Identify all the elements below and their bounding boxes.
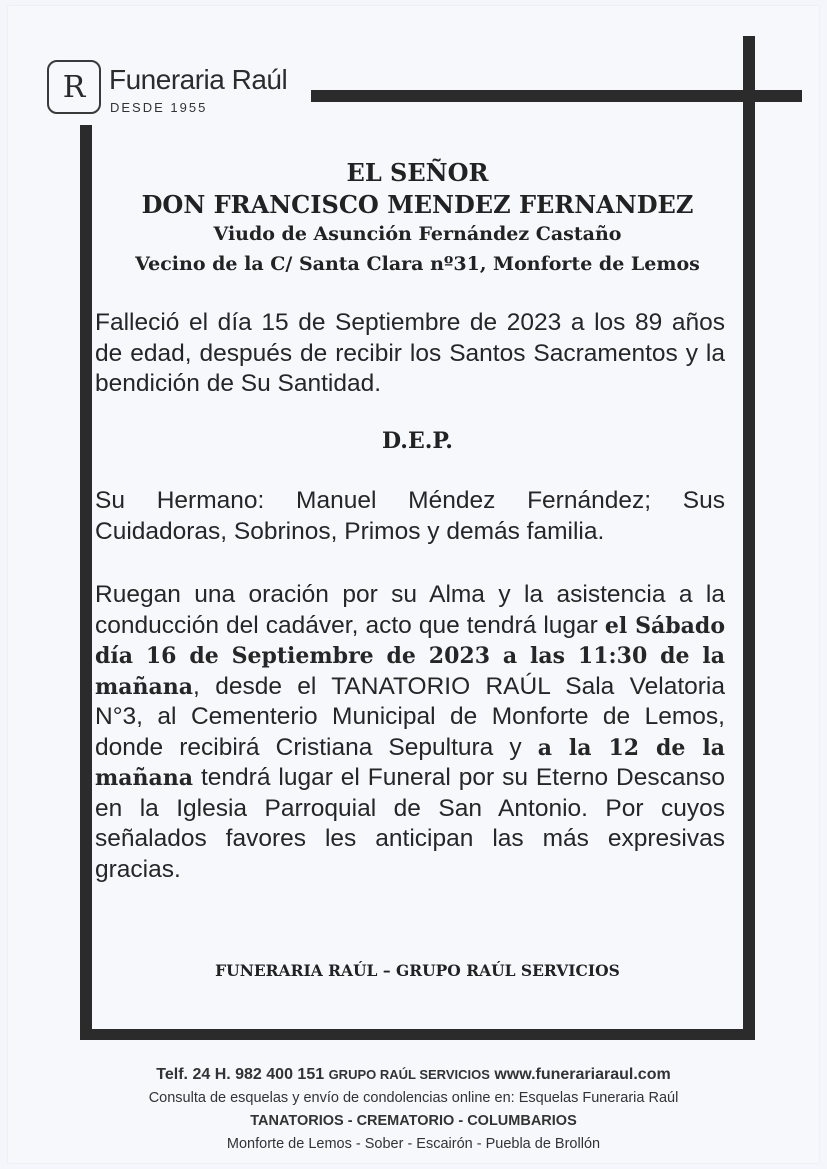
death-notice-paragraph: Falleció el día 15 de Septiembre de 2023 a los 89 años de edad, después de recibir los Santos Sacramentos y la bendición de Su Santidad. <box>95 309 725 397</box>
brand-name: Funeraria Raúl <box>109 64 288 95</box>
brand-since: DESDE 1955 <box>110 100 208 115</box>
cross-horizontal-bar <box>311 90 802 102</box>
footer-online-info: Consulta de esquelas y envío de condolencias online en: Esquelas Funeraria Raúl <box>148 1090 679 1106</box>
footer-phone: Telf. 24 H. 982 400 151 <box>156 1066 325 1083</box>
family-paragraph: Su Hermano: Manuel Méndez Fernández; Sus Cuidadoras, Sobrinos, Primos y demás familia. <box>95 487 725 545</box>
footer-contact-line <box>0 1066 827 1084</box>
frame-bottom-border <box>80 1029 755 1040</box>
logo-mark-icon: R <box>47 60 101 114</box>
deceased-address: Vecino de la C/ Santa Clara nº31, Monforte de Lemos <box>135 253 700 275</box>
footer-services: TANATORIOS - CREMATORIO - COLUMBARIOS <box>250 1113 577 1129</box>
deceased-name: DON FRANCISCO MENDEZ FERNANDEZ <box>141 190 694 219</box>
funeral-time: a la 12 de la mañana <box>95 734 725 791</box>
frame-left-border <box>80 125 92 1040</box>
ceremony-paragraph: Ruegan una oración por su Alma y la asistencia a la conducción del cadáver, acto que tendrá lugar el Sábado día 16 de Septiembre de 2023 a las 11:30 de la mañana, desde el TANATORIO RAÚL Sala Velatoria N°3, al Cementerio Municipal de Monforte de Lemos, donde recibirá Cristiana Sepultura y a la 12 de la mañana tendrá lugar el Funeral por su Eterno Descanso en la Iglesia Parroquial de San Antonio. Por cuyos señalados favores les anticipan las más expresivas gracias. <box>95 581 725 883</box>
footer-website: www.funerariaraul.com <box>494 1066 671 1083</box>
signoff: FUNERARIA RAÚL – GRUPO RAÚL SERVICIOS <box>215 961 620 980</box>
cross-vertical-bar <box>743 36 755 1040</box>
ceremony-date-time: el Sábado día 16 de Septiembre de 2023 a las 11:30 de la mañana <box>95 612 725 700</box>
deceased-title: EL SEÑOR <box>346 158 489 187</box>
footer-locations: Monforte de Lemos - Sober - Escairón - Puebla de Brollón <box>226 1136 601 1152</box>
footer-group: GRUPO RAÚL SERVICIOS <box>328 1067 490 1082</box>
deceased-spouse: Viudo de Asunción Fernández Castaño <box>213 223 622 245</box>
rip-label: D.E.P. <box>382 428 453 454</box>
